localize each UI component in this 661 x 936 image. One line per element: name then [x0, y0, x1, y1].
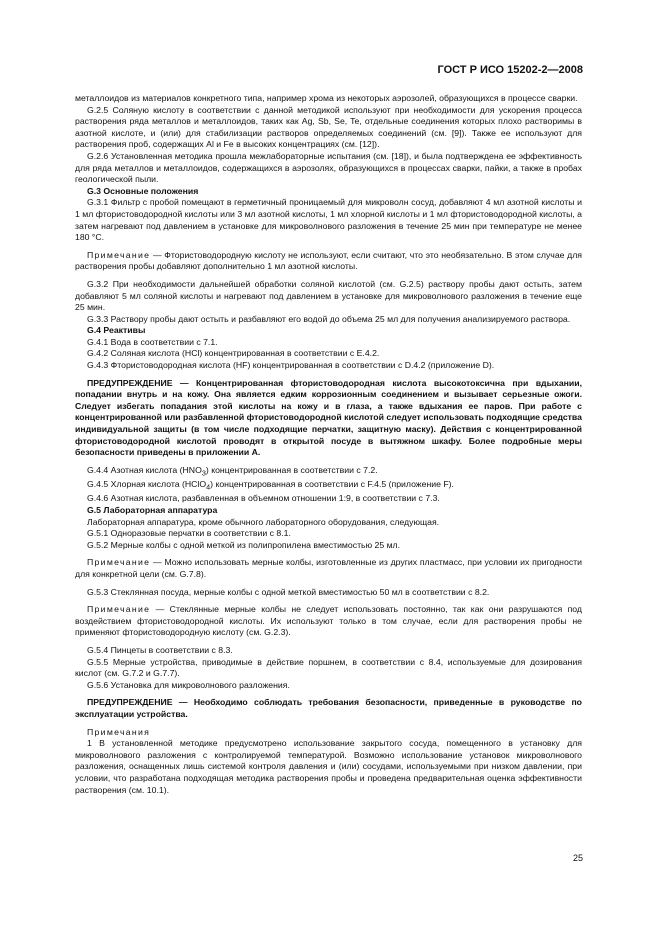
section-heading-g-5: G.5 Лабораторная аппаратура — [87, 505, 218, 516]
paragraph-g-4-6: G.4.6 Азотная кислота, разбавленная в объемном отношении 1:9, в соответствии с 7.3. — [87, 493, 440, 504]
note-label: Примечание — [87, 249, 151, 260]
text-part: G.4.4 Азотная кислота (HNO — [87, 464, 202, 475]
note-1 — [75, 250, 582, 273]
subscript: 4 — [206, 482, 211, 492]
paragraph-g-5-5: G.5.5 Мерные устройства, приводимые в действие поршнем, в соответствии с 8.4, используемые для дозирования кислот (см. G.7.2 и G.7.7). — [75, 656, 582, 679]
note-3 — [75, 604, 582, 639]
paragraph-g-5-4: G.5.4 Пинцеты в соответствии с 8.3. — [87, 645, 233, 655]
paragraph-apparatus-intro: Лабораторная аппаратура, кроме обычного лабораторного оборудования, следующая. — [87, 516, 440, 527]
paragraph-g-5-2: G.5.2 Мерные колбы с одной меткой из полипропилена вместимостью 25 мл. — [87, 539, 401, 550]
text-part: ) концентрированная в соответствии с F.4.5 (приложение F). — [210, 479, 454, 490]
paragraph-g-4-2: G.4.2 Соляная кислота (HCl) концентрированная в соответствии с E.4.2. — [87, 348, 380, 359]
note-label: Примечание — [87, 604, 151, 615]
subscript: 3 — [201, 468, 206, 478]
text-part: ) концентрированная в соответствии с 7.2. — [205, 464, 378, 475]
paragraph-g-4-4 — [75, 465, 582, 479]
text-part: G.4.5 Хлорная кислота (HClO — [87, 479, 207, 490]
document-body — [75, 93, 582, 796]
paragraph-g-5-6: G.5.6 Установка для микроволнового разложения. — [87, 679, 290, 690]
paragraph-g-4-3: G.4.3 Фтористоводородная кислота (HF) концентрированная в соответствии с D.4.2 (приложение D). — [87, 360, 495, 371]
warning-device: ПРЕДУПРЕЖДЕНИЕ — Необходимо соблюдать требования безопасности, приведенные в руководстве по эксплуатации устройства. — [75, 697, 582, 719]
warning-hf: ПРЕДУПРЕЖДЕНИЕ — Концентрированная фтористоводородная кислота высокотоксична при вдыхании, попадании внутрь и на кожу. Она является едким коррозионным соединением и вызывает серьезные ожоги. Следует избегать попадания этой кислоты на кожу и в глаза, а также вдыхания ее паров. При работе с концентрированной или разбавленной фтористоводородной кислотой следует использовать подходящие средства индивидуальной защиты (в том числе подходящие перчатки, защитную маску). Действия с концентрированной фтористоводородной кислотой проводят в открытой посуде в вытяжном шкафу. Более подробные меры безопасности приведены в приложении А. — [75, 377, 582, 458]
notes-heading: Примечания — [87, 726, 151, 737]
note-2 — [75, 557, 582, 580]
paragraph-g-3-2: G.3.2 При необходимости дальнейшей обработки соляной кислотой (см. G.2.5) раствору пробы дают остыть, затем добавляют 5 мл соляной кислоты и нагревают под давлением в установке для микроволнового разложения в течение еще 25 мин. — [75, 278, 582, 313]
note-text: — Можно использовать мерные колбы, изготовленные из других пластмасс, при условии их пригодности для конкретной цели (см. G.7.8). — [75, 557, 582, 580]
section-heading-g-4: G.4 Реактивы — [87, 325, 146, 336]
paragraph-g-2-5: G.2.5 Соляную кислоту в соответствии с данной методикой используют при необходимости для ускорения процесса растворения ряда металлов и металлоидов, таких как Ag, Sb, Se, Te, отдельные соединения которых плохо растворимы в азотной кислоте, и (или) для стабилизации растворов определяемых соединений (см. [9]). Также ее используют для растворения проб, содержащих Al и Fe в высоких концентрациях (см. [12]). — [75, 104, 582, 150]
note-label: Примечание — [87, 557, 151, 568]
paragraph-g-4-1: G.4.1 Вода в соответствии с 7.1. — [87, 336, 218, 347]
paragraph-g-5-3: G.5.3 Стеклянная посуда, мерные колбы с одной меткой вместимостью 50 мл в соответствии с 8.2. — [87, 586, 490, 597]
paragraph-continuation: металлоидов из материалов конкретного типа, например хрома из некоторых аэрозолей, образующихся в процессе сварки. — [75, 93, 578, 103]
page-number: 25 — [572, 853, 583, 863]
paragraph-g-4-5 — [75, 479, 582, 493]
notes-item-1: 1 В установленной методике предусмотрено использование закрытого сосуда, помещенного в установку для микроволнового разложения с контролируемой температурой. Возможно использование установок микроволнового разложения, оснащенных лишь системой контроля давления и (или) сосудами, используемыми при низком давлении, при условии, что разработана подходящая методика растворения пробы и проведена предварительная оценка эффективности растворения (см. 10.1). — [75, 738, 582, 795]
paragraph-g-3-1: G.3.1 Фильтр с пробой помещают в герметичный проницаемый для микроволн сосуд, добавляют 4 мл азотной кислоты и 1 мл фтористоводородной кислоты или 3 мл азотной кислоты, 1 мл хлорной кислоты и 1 мл фтористоводородной кислоты, а затем нагревают под давлением в установке для микроволнового разложения в течение 25 мин при температуре не менее 180 °С. — [75, 197, 582, 243]
section-heading-g-3: G.3 Основные положения — [87, 185, 199, 196]
note-text: — Фтористоводородную кислоту не используют, если считают, что это необязательно. В этом случае для растворения пробы добавляют дополнительно 1 мл азотной кислоты. — [75, 249, 582, 272]
document-header-title: ГОСТ Р ИСО 15202-2—2008 — [437, 64, 583, 76]
paragraph-g-3-3: G.3.3 Раствору пробы дают остыть и разбавляют его водой до объема 25 мл для получения анализируемого раствора. — [87, 313, 571, 324]
note-text: — Стеклянные мерные колбы не следует использовать постоянно, так как они разрушаются под воздействием фтористоводородной кислоты. Их используют только в том случае, если для растворения пробы не применяют фтористоводородную кислоту (см. G.2.3). — [75, 604, 582, 638]
paragraph-g-2-6: G.2.6 Установленная методика прошла межлабораторные испытания (см. [18]), и была подтверждена ее эффективность для ряда металлов и металлоидов, содержащихся в аэрозолях, образующихся в процессах сварки, пайки, а также в пробах геологической пыли. — [75, 150, 582, 185]
paragraph-g-5-1: G.5.1 Одноразовые перчатки в соответствии с 8.1. — [87, 528, 291, 539]
